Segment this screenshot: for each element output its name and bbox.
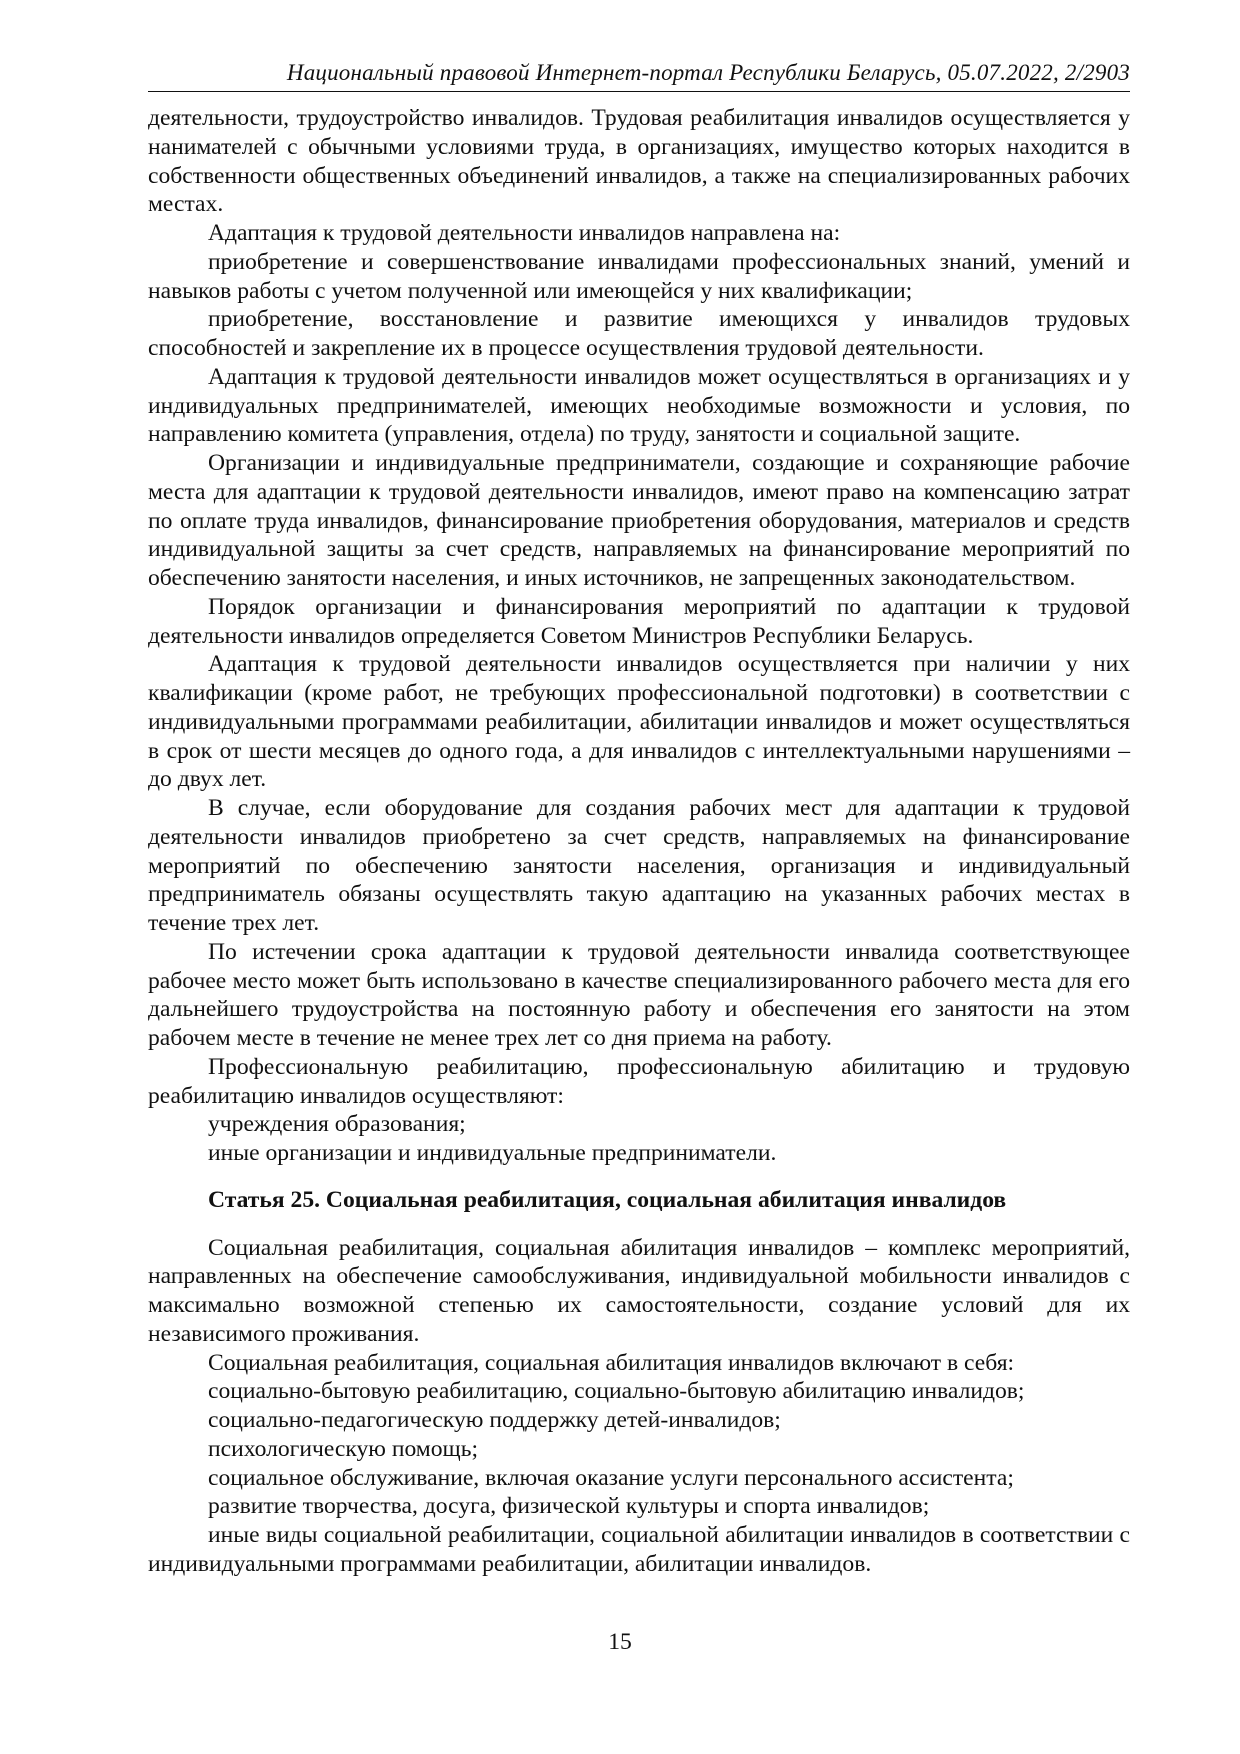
paragraph: Социальная реабилитация, социальная абилитация инвалидов включают в себя:: [208, 1349, 1015, 1376]
list-item: социальное обслуживание, включая оказание услуги персонального ассистента;: [208, 1464, 1014, 1491]
list-item: иные организации и индивидуальные предприниматели.: [208, 1140, 777, 1166]
list-item: приобретение и совершенствование инвалидами профессиональных знаний, умений и навыков работы с учетом полученной или имеющейся у них квалификации;: [148, 248, 1130, 304]
page-number: 15: [608, 1629, 632, 1655]
paragraph: По истечении срока адаптации к трудовой деятельности инвалида соответствующее рабочее место может быть использовано в качестве специализированного рабочего места для его дальнейшего трудоустройства на постоянную работу и обеспечения его занятости на этом рабочем месте в течение не менее трех лет со дня приема на работу.: [148, 938, 1130, 1051]
paragraph: В случае, если оборудование для создания рабочих мест для адаптации к трудовой деятельности инвалидов приобретено за счет средств, направляемых на финансирование мероприятий по обеспечению занятости населения, организация и индивидуальный предприниматель обязаны осуществлять такую адаптацию на указанных рабочих местах в течение трех лет.: [148, 795, 1130, 936]
paragraph: Адаптация к трудовой деятельности инвалидов направлена на:: [208, 220, 841, 246]
list-item: учреждения образования;: [208, 1111, 466, 1138]
paragraph: Организации и индивидуальные предприниматели, создающие и сохраняющие рабочие места для адаптации к трудовой деятельности инвалидов, имеют право на компенсацию затрат по оплате труда инвалидов, финансирование приобретения оборудования, материалов и средств индивидуальной защиты за счет средств, направляемых на финансирование мероприятий по обеспечению занятости населения, и иных источников, не запрещенных законодательством.: [148, 450, 1130, 591]
paragraph: Адаптация к трудовой деятельности инвалидов может осуществляться в организациях и у индивидуальных предпринимателей, имеющих необходимые возможности и условия, по направлению комитета (управления, отдела) по труду, занятости и социальной защите.: [148, 363, 1130, 448]
list-item: иные виды социальной реабилитации, социальной абилитации инвалидов в соответствии с индивидуальными программами реабилитации, абилитации инвалидов.: [148, 1522, 1130, 1577]
paragraph: Порядок организации и финансирования мероприятий по адаптации к трудовой деятельности инвалидов определяется Советом Министров Республики Беларусь.: [148, 593, 1130, 649]
document-body: [148, 104, 1130, 1579]
list-item: психологическую помощь;: [208, 1435, 479, 1462]
paragraph: Адаптация к трудовой деятельности инвалидов осуществляется при наличии у них квалификации (кроме работ, не требующих профессиональной подготовки) в соответствии с индивидуальными программами реабилитации, абилитации инвалидов и может осуществляться в срок от шести месяцев до одного года, а для инвалидов с интеллектуальными нарушениями – до двух лет.: [148, 651, 1130, 793]
list-item: социально-бытовую реабилитацию, социально-бытовую абилитацию инвалидов;: [208, 1378, 1025, 1405]
header-rule: [148, 91, 1130, 92]
page-header: Национальный правовой Интернет-портал Республики Беларусь, 05.07.2022, 2/2903: [286, 60, 1130, 85]
paragraph: Профессиональную реабилитацию, профессиональную абилитацию и трудовую реабилитацию инвалидов осуществляют:: [148, 1053, 1130, 1109]
list-item: приобретение, восстановление и развитие имеющихся у инвалидов трудовых способностей и закрепление их в процессе осуществления трудовой деятельности.: [148, 306, 1130, 361]
list-item: развитие творчества, досуга, физической культуры и спорта инвалидов;: [208, 1493, 930, 1520]
paragraph: деятельности, трудоустройство инвалидов. Трудовая реабилитация инвалидов осуществляется у нанимателей с обычными условиями труда, в организациях, имущество которых находится в собственности общественных объединений инвалидов, а также на специализированных рабочих местах.: [148, 105, 1130, 218]
list-item: социально-педагогическую поддержку детей-инвалидов;: [208, 1407, 781, 1433]
paragraph: Социальная реабилитация, социальная абилитация инвалидов – комплекс мероприятий, направленных на обеспечение самообслуживания, индивидуальной мобильности инвалидов с максимально возможной степенью их самостоятельности, создание условий для их независимого проживания.: [148, 1234, 1130, 1347]
article-heading: Статья 25. Социальная реабилитация, социальная абилитация инвалидов: [208, 1186, 1007, 1213]
